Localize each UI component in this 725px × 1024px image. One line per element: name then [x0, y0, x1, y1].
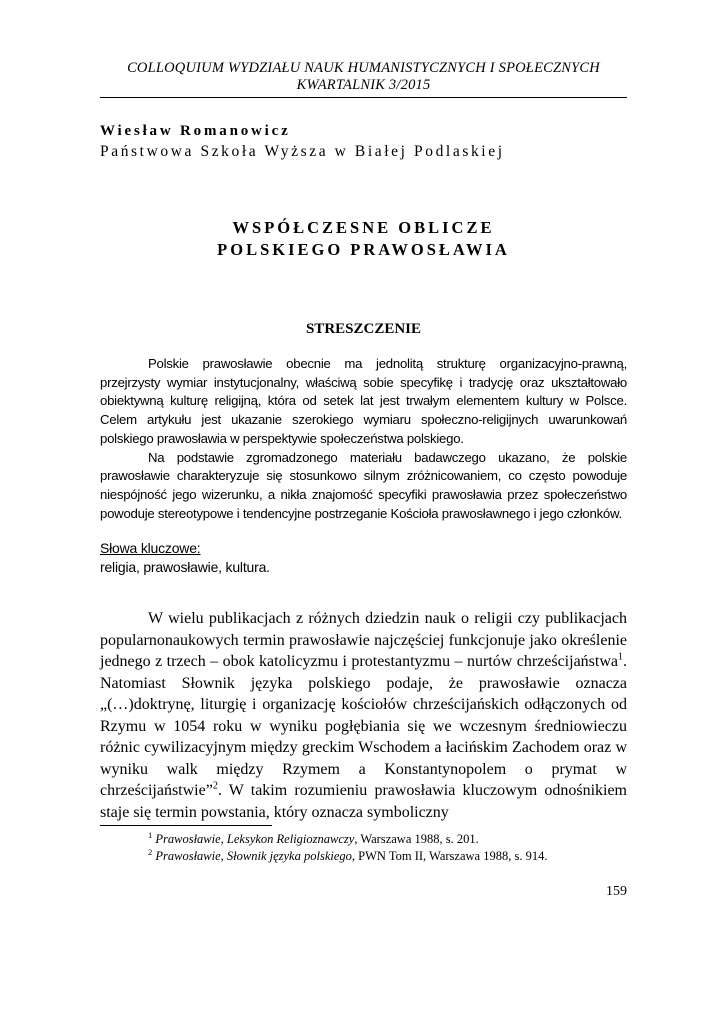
footnote-source-title: Prawosławie, Leksykon Religioznawczy	[155, 832, 355, 846]
footnote-number: 2	[148, 846, 153, 857]
footnote-source-details: , Warszawa 1988, s. 201.	[354, 832, 479, 846]
keywords-label: Słowa kluczowe:	[100, 540, 201, 556]
body-text: W wielu publikacjach z różnych dziedzin nauk o religii czy publikacjach popularnonaukowych termin prawosławie najczęściej funkcjonuje jako określenie jednego z trzech – obok katolicyzmu i protestantyzmu – nurtów chrześcijaństwa	[100, 610, 627, 670]
footnote-ref-1[interactable]: 1	[618, 651, 623, 663]
author-name: Wiesław Romanowicz	[100, 123, 291, 139]
main-text	[100, 608, 627, 823]
article-title-line-2: POLSKIEGO PRAWOSŁAWIA	[217, 240, 510, 259]
running-header	[100, 60, 627, 94]
footnote-rule	[100, 825, 272, 826]
footnote-separator: ,	[220, 849, 227, 863]
footnote-source-title: Prawosławie	[155, 849, 221, 863]
footnote-source-details: , PWN Tom II, Warszawa 1988, s. 914.	[351, 849, 548, 863]
journal-title: COLLOQUIUM WYDZIAŁU NAUK HUMANISTYCZNYCH I SPOŁECZNYCH	[127, 60, 600, 76]
page-number: 159	[606, 884, 627, 899]
journal-issue: KWARTALNIK 3/2015	[296, 77, 431, 93]
footnotes	[148, 831, 627, 865]
footnote	[148, 848, 627, 865]
header-rule	[100, 97, 627, 98]
keywords-list: religia, prawosławie, kultura.	[100, 559, 270, 575]
keywords	[100, 539, 627, 577]
footnote-number: 1	[148, 829, 153, 840]
body-paragraph	[100, 608, 627, 823]
author-affiliation: Państwowa Szkoła Wyższa w Białej Podlaskiej	[100, 143, 505, 160]
article-title-line-1: WSPÓŁCZESNE OBLICZE	[232, 218, 495, 237]
footnote	[148, 831, 627, 848]
footnote-source-title: Słownik języka polskiego	[226, 849, 352, 863]
abstract-heading: STRESZCZENIE	[305, 321, 422, 337]
article-title	[100, 217, 627, 261]
author-block	[100, 121, 627, 162]
abstract-paragraph: Polskie prawosławie obecnie ma jednolitą strukturę organizacyjno-prawną, przejrzysty wymiar instytucjonalny, właściwą sobie specyfikę i tradycję oraz ukształtowało obiektywną kulturę religijną, która od setek lat jest trwałym elementem kultury w Polsce. Celem artykułu jest ukazanie szerokiego wymiaru społeczno-religijnych uwarunkowań polskiego prawosławia w perspektywie społeczeństwa polskiego.	[100, 356, 627, 446]
body-text: . Natomiast Słownik języka polskiego podaje, że prawosławie oznacza „(…)doktrynę, liturgię i organizację kościołów chrześcijańskich odłączonych od Rzymu w 1054 roku w wyniku pogłębiania się we wczesnym średniowieczu różnic cywilizacyjnym między greckim Wschodem a łacińskim Zachodem oraz w wyniku walk między Rzymem a Konstantynopolem o prymat w chrześcijaństwie”	[100, 653, 627, 799]
abstract-paragraph: Na podstawie zgromadzonego materiału badawczego ukazano, że polskie prawosławie charakteryzuje się stosunkowo silnym zróżnicowaniem, co często powoduje niespójność jego wizerunku, a nikła znajomość specyfiki prawosławia przez społeczeństwo powoduje stereotypowe i tendencyjne postrzeganie Kościoła prawosławnego i jego członków.	[100, 449, 627, 521]
footnote-ref-2[interactable]: 2	[212, 780, 218, 792]
abstract-body	[100, 355, 627, 523]
body-text: . W takim rozumieniu prawosławia kluczowym odnośnikiem staje się termin powstania, który oznacza symboliczny	[100, 782, 627, 821]
